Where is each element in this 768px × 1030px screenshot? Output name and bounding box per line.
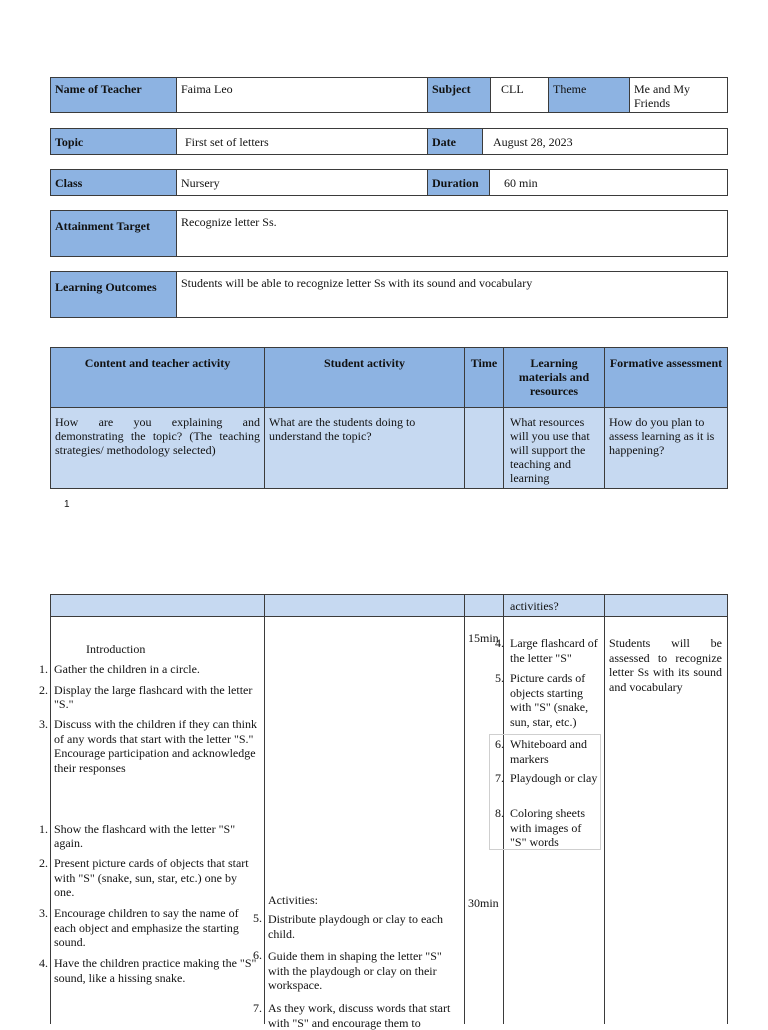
step-text: Distribute playdough or clay to each child. (268, 912, 443, 941)
step-number: 2. (39, 683, 48, 697)
step-number: 7. (253, 1001, 262, 1015)
item-number: 7. (495, 771, 504, 785)
step-number: 2. (39, 856, 48, 870)
item-number: 8. (495, 806, 504, 820)
intro-title: Introduction (86, 642, 146, 656)
step-number: 1. (39, 662, 48, 676)
step-text: Gather the children in a circle. (54, 662, 200, 676)
col-materials-header: Learning materials and resources (503, 347, 605, 408)
teacher-label: Name of Teacher (50, 77, 177, 113)
subject-value: CLL (490, 77, 549, 113)
topic-label: Topic (50, 128, 177, 155)
col-line (50, 616, 51, 1024)
step-text: Display the large flashcard with the letter "S." (54, 683, 253, 711)
cont-header-assessment (604, 594, 728, 617)
time-activities: 30min (468, 896, 499, 910)
item-text: Picture cards of objects starting with "S" (snake, sun, star, etc.) (510, 671, 589, 729)
subject-label: Subject (427, 77, 491, 113)
cont-materials-tail: activities? (503, 594, 605, 617)
target-label: Attainment Target (50, 210, 177, 257)
guide-materials: What resources will you use that will support the teaching and learning (503, 407, 605, 489)
col-student-header: Student activity (264, 347, 465, 408)
item-text: Whiteboard and markers (510, 737, 587, 766)
item-text: Coloring sheets with images of "S" words (510, 806, 585, 849)
step-text: As they work, discuss words that start with "S" and encourage them to (268, 1001, 451, 1030)
col-line (264, 616, 265, 1024)
col-line (727, 616, 728, 1024)
cont-header-time (464, 594, 504, 617)
step-text: Show the flashcard with the letter "S" again. (54, 822, 236, 850)
step-number: 5. (253, 911, 262, 925)
step-number: 1. (39, 822, 48, 836)
page-number: 1 (64, 499, 70, 510)
date-value: August 28, 2023 (482, 128, 728, 155)
step-text: Discuss with the children if they can think of any words that start with the letter "S." Encourage participation and acknowledge their responses (54, 717, 257, 775)
col-content-header: Content and teacher activity (50, 347, 265, 408)
outcomes-label: Learning Outcomes (50, 271, 177, 318)
class-label: Class (50, 169, 177, 196)
activities-title: Activities: (268, 893, 318, 907)
guide-time (464, 407, 504, 489)
item-number: 5. (495, 671, 504, 685)
col-time-header: Time (464, 347, 504, 408)
time-intro: 15min (468, 631, 499, 645)
item-number: 6. (495, 737, 504, 751)
guide-content: How are you explaining and demonstrating the topic? (The teaching strategies/ methodology selected) (50, 407, 265, 489)
item-text: Playdough or clay (510, 771, 598, 785)
topic-value: First set of letters (176, 128, 428, 155)
cont-header-content (50, 594, 265, 617)
col-line (464, 616, 465, 1024)
item-text: Large flashcard of the letter "S" (510, 636, 598, 665)
step-number: 4. (39, 956, 48, 970)
guide-student: What are the students doing to understand the topic? (264, 407, 465, 489)
guide-assessment: How do you plan to assess learning as it is happening? (604, 407, 728, 489)
class-value: Nursery (176, 169, 428, 196)
duration-value: 60 min (489, 169, 728, 196)
col-line (604, 616, 605, 1024)
assessment-text: Students will be assessed to recognize letter Ss with its sound and vocabulary (609, 636, 722, 694)
theme-value: Me and My Friends (629, 77, 728, 113)
cont-header-student (264, 594, 465, 617)
step-text: Have the children practice making the "S" sound, like a hissing snake. (54, 956, 257, 985)
item-number: 4. (495, 636, 504, 650)
outcomes-value: Students will be able to recognize letter Ss with its sound and vocabulary (176, 271, 728, 318)
step-number: 6. (253, 948, 262, 962)
col-assessment-header: Formative assessment (604, 347, 728, 408)
step-text: Encourage children to say the name of each object and emphasize the starting sound. (54, 906, 239, 949)
step-text: Present picture cards of objects that start with "S" (snake, sun, star, etc.) one by one. (54, 856, 249, 899)
duration-label: Duration (427, 169, 490, 196)
date-label: Date (427, 128, 483, 155)
teacher-value: Faima Leo (176, 77, 428, 113)
step-number: 3. (39, 717, 48, 731)
target-value: Recognize letter Ss. (176, 210, 728, 257)
theme-label: Theme (548, 77, 630, 113)
step-number: 3. (39, 906, 48, 920)
step-text: Guide them in shaping the letter "S" with the playdough or clay on their workspace. (268, 949, 442, 992)
